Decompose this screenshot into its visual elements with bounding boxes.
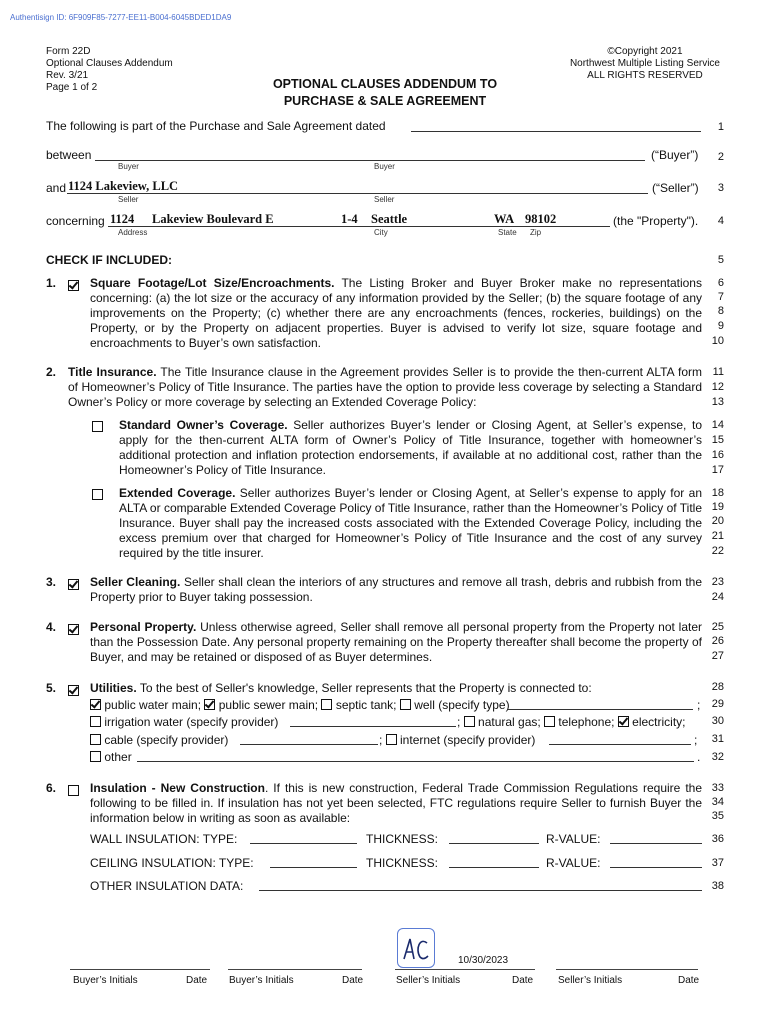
line-number: 14 — [711, 419, 724, 431]
item-3-paragraph — [90, 575, 702, 605]
form-info — [46, 46, 173, 94]
line-number: 21 — [711, 530, 724, 542]
line-number: 5 — [717, 254, 724, 266]
address-unit: 1-4 — [341, 212, 358, 226]
cable-checkbox[interactable] — [90, 734, 101, 745]
internet-label: internet (specify provider) — [400, 733, 536, 747]
cable-label: cable (specify provider) — [104, 733, 229, 747]
line-number: 23 — [711, 576, 724, 588]
city-value: Seattle — [371, 212, 408, 226]
line-number: 18 — [711, 487, 724, 499]
copyright: ©Copyright 2021 — [607, 46, 683, 57]
irrigation-provider-field[interactable] — [290, 726, 456, 727]
line-number: 25 — [711, 621, 724, 633]
item-1-text: The Listing Broker and Buyer Broker make no representations concerning: (a) the lot size or the accuracy of any information provided by the Seller; (b) the square footage of any improvements on the Property; (c) whether there are any encroachments (fences, rockeries, buildings) on the Property, or by the Property on adjacent properties. Buyer is advised to verify lot size, square footage and encroachments to Buyer’s own satisfaction. — [90, 276, 702, 350]
public-water-checkbox[interactable] — [90, 699, 101, 710]
wall-type-field[interactable] — [250, 843, 357, 844]
utilities-row-2b: ; natural gas; telephone; electricity; — [457, 715, 686, 729]
line-number: 28 — [711, 681, 724, 693]
public-sewer-label: public sewer main; — [218, 698, 319, 712]
and-label: and — [46, 181, 67, 195]
line-number: 22 — [711, 545, 724, 557]
address-number: 1124 — [110, 212, 135, 226]
line-number: 38 — [711, 880, 724, 892]
agreement-dated-label: The following is part of the Purchase and Sale Agreement dated — [46, 119, 386, 133]
seller-initials-line-1[interactable] — [395, 969, 535, 970]
line-number: 19 — [711, 501, 724, 513]
line-number: 35 — [711, 810, 724, 822]
form-number: Form 22D — [46, 46, 91, 57]
date-label: Date — [678, 975, 700, 986]
copyright-info — [570, 46, 720, 82]
item-number: 6. — [46, 781, 57, 795]
line-number: 20 — [711, 515, 724, 527]
buyer-name-field[interactable] — [95, 160, 645, 161]
extended-coverage-paragraph — [119, 486, 702, 561]
seller-name-value: 1124 Lakeview, LLC — [68, 179, 179, 193]
rights: ALL RIGHTS RESERVED — [587, 70, 703, 81]
item-4-title: Personal Property. — [90, 620, 197, 634]
item-2-paragraph — [68, 365, 702, 410]
line-number: 30 — [711, 715, 724, 727]
ceiling-rvalue-label: R-VALUE: — [546, 856, 601, 870]
internet-checkbox[interactable] — [386, 734, 397, 745]
item-4-paragraph — [90, 620, 702, 665]
line-number: 9 — [717, 320, 724, 332]
item-number: 1. — [46, 276, 57, 290]
organization: Northwest Multiple Listing Service — [569, 58, 720, 69]
check-heading: CHECK IF INCLUDED: — [46, 253, 172, 267]
extended-coverage-checkbox[interactable] — [92, 486, 103, 504]
line-number: 11 — [712, 366, 724, 378]
address-sublabel: Address — [118, 228, 148, 237]
state-value: WA — [494, 212, 515, 226]
line-number: 17 — [711, 464, 724, 476]
line-number: 27 — [711, 650, 724, 662]
seller-initials-label: Seller’s Initials — [396, 975, 461, 986]
line-number: 13 — [711, 396, 724, 408]
initials-mark — [398, 929, 434, 967]
natural-gas-checkbox[interactable] — [464, 716, 475, 727]
public-water-label: public water main; — [104, 698, 202, 712]
septic-checkbox[interactable] — [321, 699, 332, 710]
title-line-1: OPTIONAL CLAUSES ADDENDUM TO — [272, 77, 498, 91]
seller-initials-signature[interactable] — [397, 928, 435, 968]
public-sewer-checkbox[interactable] — [204, 699, 215, 710]
well-type-field[interactable] — [508, 709, 693, 710]
date-label: Date — [342, 975, 364, 986]
irrigation-label: irrigation water (specify provider) — [104, 715, 279, 729]
ceiling-thickness-label: THICKNESS: — [366, 856, 439, 870]
standard-coverage-checkbox[interactable] — [92, 418, 103, 436]
address-street: Lakeview Boulevard E — [152, 212, 274, 226]
irrigation-checkbox[interactable] — [90, 716, 101, 727]
city-sublabel: City — [374, 228, 388, 237]
item-4-text: Unless otherwise agreed, Seller shall remove all personal property from the Property not later than the Possession Date. Any personal property remaining on the Property thereafter shall become the property of Buyer, and may be retained or disposed of as Buyer determines. — [90, 620, 702, 664]
title-line-2: PURCHASE & SALE AGREEMENT — [283, 94, 487, 108]
zip-value: 98102 — [525, 212, 557, 226]
item-5-text: To the best of Seller's knowledge, Seller represents that the Property is connected to: — [139, 681, 592, 695]
line-number: 3 — [717, 182, 724, 194]
item-number: 5. — [46, 681, 57, 695]
internet-provider-field[interactable] — [549, 744, 691, 745]
form-revision: Rev. 3/21 — [46, 70, 89, 81]
buyer-sublabel: Buyer — [118, 162, 139, 171]
line-number: 7 — [717, 291, 724, 303]
item-3-title: Seller Cleaning. — [90, 575, 181, 589]
line-number: 1 — [717, 121, 724, 133]
standard-coverage-text: Seller authorizes Buyer’s lender or Closing Agent, at Seller’s expense, to apply for the then-current ALTA form of Owner’s Policy of Title Insurance, together with homeowner’s additional protection and inflation protection endorsements, if available at no additional cost, rather than the Homeowner’s Policy of Title Insurance. — [119, 418, 702, 477]
item-number: 2. — [46, 365, 57, 379]
line-number: 31 — [711, 733, 724, 745]
line-number: 15 — [711, 434, 724, 446]
item-3-checkbox[interactable] — [68, 576, 79, 594]
wall-thickness-label: THICKNESS: — [366, 832, 439, 846]
date-label: Date — [512, 975, 534, 986]
well-label: well (specify type) — [414, 698, 510, 712]
line-number: 37 — [711, 857, 724, 869]
page-number: Page 1 of 2 — [46, 82, 98, 93]
wall-rvalue-field[interactable] — [610, 843, 702, 844]
item-4-checkbox[interactable] — [68, 621, 79, 639]
line-number: 34 — [711, 796, 724, 808]
line-number: 2 — [717, 151, 724, 163]
line-number: 8 — [717, 305, 724, 317]
cable-provider-field[interactable] — [240, 744, 378, 745]
semicolon: ; — [697, 698, 701, 712]
standard-coverage-title: Standard Owner’s Coverage. — [119, 418, 288, 432]
extended-coverage-title: Extended Coverage. — [119, 486, 236, 500]
line-number: 33 — [711, 782, 724, 794]
line-number: 36 — [711, 833, 724, 845]
line-number: 4 — [717, 215, 724, 227]
date-label: Date — [186, 975, 208, 986]
seller-sublabel: Seller — [118, 195, 139, 204]
line-number: 6 — [717, 277, 724, 289]
line-number: 12 — [711, 381, 724, 393]
item-2-title: Title Insurance. — [68, 365, 157, 379]
seller-signature-date: 10/30/2023 — [458, 955, 509, 966]
item-2-text: The Title Insurance clause in the Agreement provides Seller is to provide the then-current ALTA form of Homeowner’s Policy of Title Insurance. The parties have the option to provide less coverage by selecting a Standard Owner’s Policy or more coverage by selecting an Extended Coverage Policy: — [68, 365, 703, 409]
buyer-sublabel: Buyer — [374, 162, 395, 171]
item-6-paragraph — [90, 781, 702, 826]
state-sublabel: State — [498, 228, 517, 237]
item-6-text: . If this is new construction, Federal Trade Commission Regulations require the following to be filled in. If insulation has not yet been selected, FTC regulations require Seller to furnish Buyer the information below in writing as soon as available: — [90, 781, 703, 825]
buyer-end-label: (“Buyer”) — [651, 148, 699, 162]
between-label: between — [46, 148, 92, 162]
other-insulation-field[interactable] — [259, 890, 702, 891]
semicolon: ; — [694, 733, 698, 747]
seller-sublabel: Seller — [374, 195, 395, 204]
ceiling-thickness-field[interactable] — [449, 867, 539, 868]
item-6-title: Insulation - New Construction — [90, 781, 265, 795]
utilities-row-3b: ; internet (specify provider) — [379, 733, 536, 747]
seller-initials-line-2[interactable] — [556, 969, 698, 970]
utilities-row-1 — [90, 698, 510, 713]
item-5-paragraph — [90, 681, 592, 696]
item-1-checkbox[interactable] — [68, 277, 79, 295]
seller-initials-label: Seller’s Initials — [558, 975, 623, 986]
authentisign-id: Authentisign ID: 6F909F85-7277-EE11-B004-6045BDED1DA9 — [10, 13, 232, 22]
other-insulation-label: OTHER INSULATION DATA: — [90, 879, 244, 893]
wall-rvalue-label: R-VALUE: — [546, 832, 601, 846]
line-number: 24 — [711, 591, 724, 603]
wall-insulation-label: WALL INSULATION: TYPE: — [90, 832, 238, 846]
line-number: 16 — [711, 449, 724, 461]
item-5-title: Utilities. — [90, 681, 137, 695]
form-name: Optional Clauses Addendum — [46, 58, 173, 69]
other-utility-field[interactable] — [137, 761, 694, 762]
septic-label: septic tank; — [335, 698, 397, 712]
item-number: 3. — [46, 575, 57, 589]
ceiling-rvalue-field[interactable] — [610, 867, 702, 868]
zip-sublabel: Zip — [530, 228, 542, 237]
ceiling-insulation-label: CEILING INSULATION: TYPE: — [90, 856, 254, 870]
item-1-title: Square Footage/Lot Size/Encroachments. — [90, 276, 335, 290]
buyer-initials-label: Buyer’s Initials — [73, 975, 138, 986]
buyer-initials-line-2[interactable] — [228, 969, 362, 970]
natural-gas-label: natural gas; — [478, 715, 541, 729]
utilities-row-4 — [90, 750, 132, 765]
item-1-paragraph — [90, 276, 702, 351]
standard-coverage-paragraph — [119, 418, 702, 478]
property-end-label: (the "Property"). — [613, 214, 699, 228]
buyer-initials-line-1[interactable] — [70, 969, 210, 970]
utilities-row-2a — [90, 715, 278, 730]
document-title — [235, 76, 535, 110]
electricity-label: electricity; — [632, 715, 686, 729]
other-utility-checkbox[interactable] — [90, 751, 101, 762]
utilities-row-3a — [90, 733, 228, 748]
agreement-date-field[interactable] — [411, 131, 701, 132]
item-3-text: Seller shall clean the interiors of any structures and remove all trash, debris and rubbish from the Property prior to Buyer taking possession. — [90, 575, 702, 604]
extended-coverage-text: Seller authorizes Buyer’s lender or Closing Agent, at Seller’s expense to apply for an ALTA or comparable Extended Coverage Policy of Title Insurance, rather than the Homeowner’s Policy of Title Insurance. Buyer shall pay the increased costs associated with the Extended Coverage Policy, including the excess premium over that charged for Homeowner’s Policy of Title Insurance and the cost of any survey required by the title insurer. — [119, 486, 702, 560]
line-number: 32 — [711, 751, 724, 763]
buyer-initials-label: Buyer’s Initials — [229, 975, 294, 986]
period: . — [697, 750, 701, 764]
ceiling-type-field[interactable] — [270, 867, 357, 868]
item-5-checkbox[interactable] — [68, 682, 79, 700]
line-number: 26 — [711, 635, 724, 647]
line-number: 29 — [711, 698, 724, 710]
concerning-label: concerning — [46, 214, 105, 228]
electricity-checkbox[interactable] — [618, 716, 629, 727]
seller-end-label: (“Seller”) — [652, 181, 699, 195]
other-utility-label: other — [104, 750, 132, 764]
item-number: 4. — [46, 620, 57, 634]
well-checkbox[interactable] — [400, 699, 411, 710]
line-number: 10 — [711, 335, 724, 347]
telephone-label: telephone; — [558, 715, 615, 729]
wall-thickness-field[interactable] — [449, 843, 539, 844]
telephone-checkbox[interactable] — [544, 716, 555, 727]
item-6-checkbox[interactable] — [68, 782, 79, 800]
